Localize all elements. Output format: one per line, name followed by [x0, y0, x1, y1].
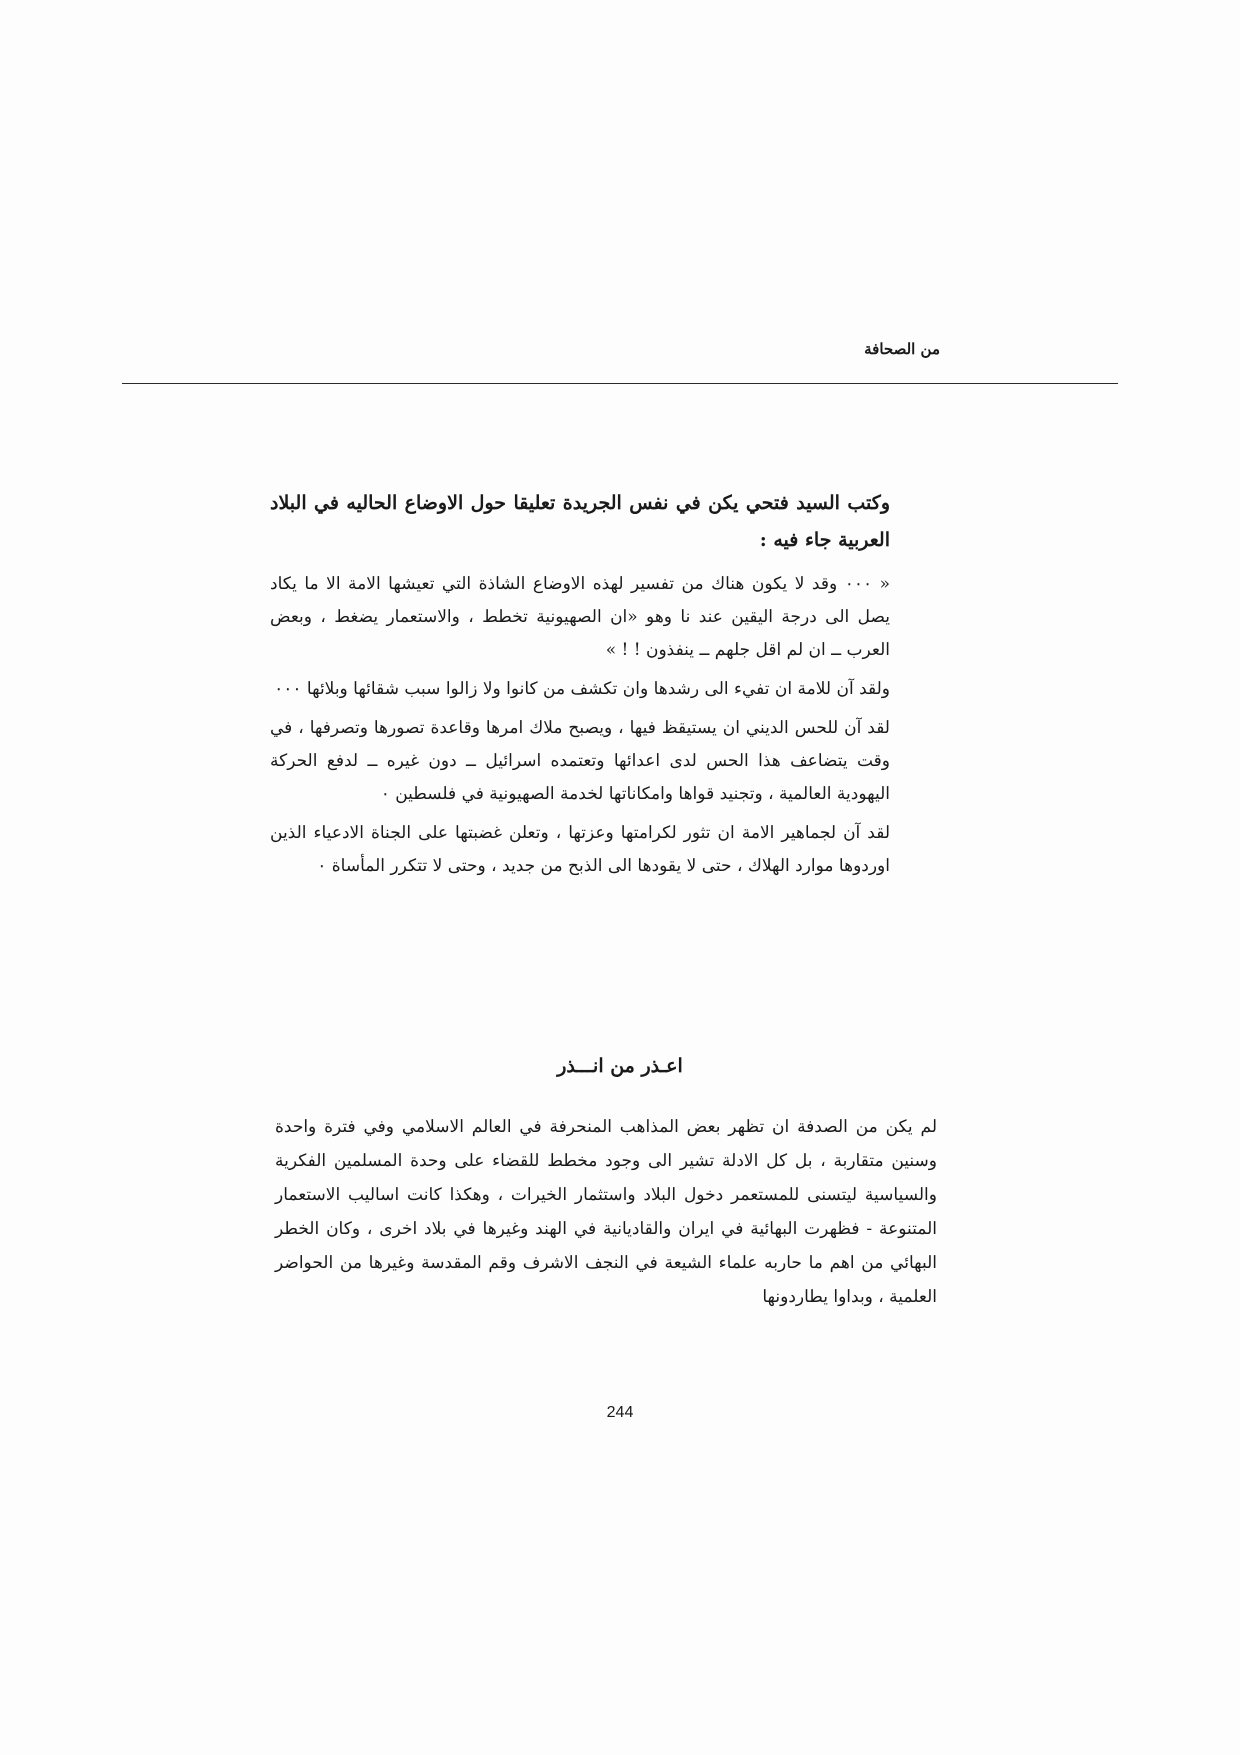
section-paragraph: لم يكن من الصدفة ان تظهر بعض المذاهب المنحرفة في العالم الاسلامي وفي فترة واحدة وسنين متقاربة ، بل كل الادلة تشير الى وجود مخطط للقضاء على وحدة المسلمين الفكرية والسياسية ليتسنى للمستعمر دخول البلاد واستثمار الخيرات ، وهكذا كانت اساليب الاستعمار المتنوعة - فظهرت البهائية في ايران والقاديانية في الهند وغيرها في بلاد اخرى ، وكان الخطر البهائي من اهم ما حاربه علماء الشيعة في النجف الاشرف وقم المقدسة وغيرها من الحواضر العلمية ، وبداوا يطاردونها — [275, 1117, 937, 1307]
quote-paragraph: لقد آن للحس الديني ان يستيقظ فيها ، ويصبح ملاك امرها وقاعدة تصورها وتصرفها ، في وقت يتضاعف هذا الحس لدى اعدائها وتعتمده اسرائيل ــ دون غيره ــ لدفع الحركة اليهودية العالمية ، وتجنيد قواها وامكاناتها لخدمة الصهيونية في فلسطين ٠ — [270, 718, 890, 804]
quote-paragraph: « ٠٠٠ وقد لا يكون هناك من تفسير لهذه الاوضاع الشاذة التي تعيشها الامة الا ما يكاد يصل الى درجة اليقين عند نا وهو «ان الصهيونية تخطط ، والاستعمار يضغط ، وبعض العرب ــ ان لم اقل جلهم ــ ينفذون ! ! » — [270, 574, 890, 660]
header-rule — [122, 383, 1118, 384]
running-header: من الصحافة — [864, 340, 940, 358]
intro-paragraph: وكتب السيد فتحي يكن في نفس الجريدة تعليقا حول الاوضاع الحاليه في البلاد العربية جاء فيه : — [270, 492, 890, 551]
quote-paragraph: لقد آن لجماهير الامة ان تثور لكرامتها وعزتها ، وتعلن غضبتها على الجناة الادعياء الذين اوردوها موارد الهلاك ، حتى لا يقودها الى الذبح من جديد ، وحتى لا تتكرر المأساة ٠ — [270, 823, 890, 876]
section-title: اعـذر من انـــذر — [557, 1055, 683, 1077]
quote-paragraph: ولقد آن للامة ان تفيء الى رشدها وان تكشف من كانوا ولا زالوا سبب شقائها وبلائها ٠٠٠ — [274, 679, 890, 699]
quoted-passage — [270, 568, 890, 889]
section-body — [275, 1110, 937, 1314]
page-number: 244 — [606, 1404, 634, 1421]
